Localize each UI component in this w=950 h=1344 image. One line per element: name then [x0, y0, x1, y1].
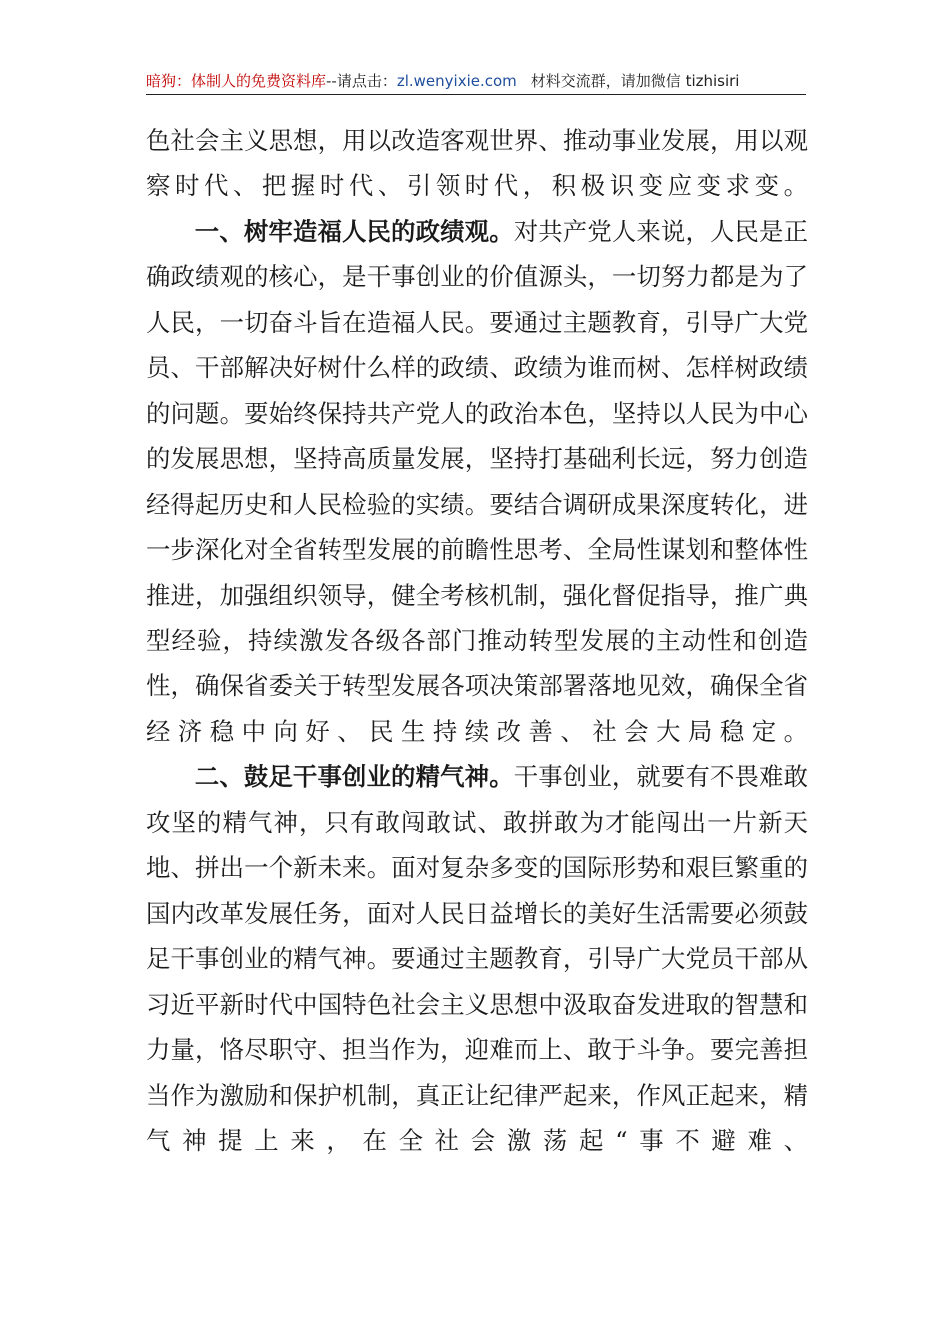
section-paragraph-2	[146, 754, 808, 1163]
header-contact: 材料交流群，请加微信 tizhisiri	[530, 72, 740, 90]
header-url-link[interactable]: zl.wenyixie.com	[396, 72, 517, 90]
page-header	[146, 68, 806, 95]
section-heading-1: 一、树牢造福人民的政绩观。	[194, 216, 514, 246]
header-click-label: 请点击：	[336, 72, 397, 90]
header-dash: --	[326, 72, 337, 90]
section-heading-2: 二、鼓足干事创业的精气神。	[194, 762, 514, 792]
section-body-2: 干事创业，就要有不畏难敢攻坚的精气神，只有敢闯敢试、敢拼敢为才能闯出一片新天地、拼出一个新未来。面对复杂多变的国际形势和艰巨繁重的国内改革发展任务，面对人民日益增长的美好生活需要必须鼓足干事创业的精气神。要通过主题教育，引导广大党员干部从习近平新时代中国特色社会主义思想中汲取奋发进取的智慧和力量，恪尽职守、担当作为，迎难而上、敢于斗争。要完善担当作为激励和保护机制，真正让纪律严起来，作风正起来，精气神提上来，在全社会激荡起“事不避难、	[146, 762, 808, 1155]
continued-paragraph: 色社会主义思想，用以改造客观世界、推动事业发展，用以观察时代、把握时代、引领时代，积极识变应变求变。	[146, 126, 808, 201]
document-body	[146, 118, 808, 1163]
section-paragraph-1	[146, 209, 808, 754]
header-brand: 暗狗：体制人的免费资料库	[146, 72, 327, 90]
section-body-1: 对共产党人来说，人民是正确政绩观的核心，是干事创业的价值源头，一切努力都是为了人民，一切奋斗旨在造福人民。要通过主题教育，引导广大党员、干部解决好树什么样的政绩、政绩为谁而树、怎样树政绩的问题。要始终保持共产党人的政治本色，坚持以人民为中心的发展思想，坚持高质量发展，坚持打基础利长远，努力创造经得起历史和人民检验的实绩。要结合调研成果深度转化，进一步深化对全省转型发展的前瞻性思考、全局性谋划和整体性推进，加强组织领导，健全考核机制，强化督促指导，推广典型经验，持续激发各级各部门推动转型发展的主动性和创造性，确保省委关于转型发展各项决策部署落地见效，确保全省经济稳中向好、民生持续改善、社会大局稳定。	[146, 216, 808, 746]
